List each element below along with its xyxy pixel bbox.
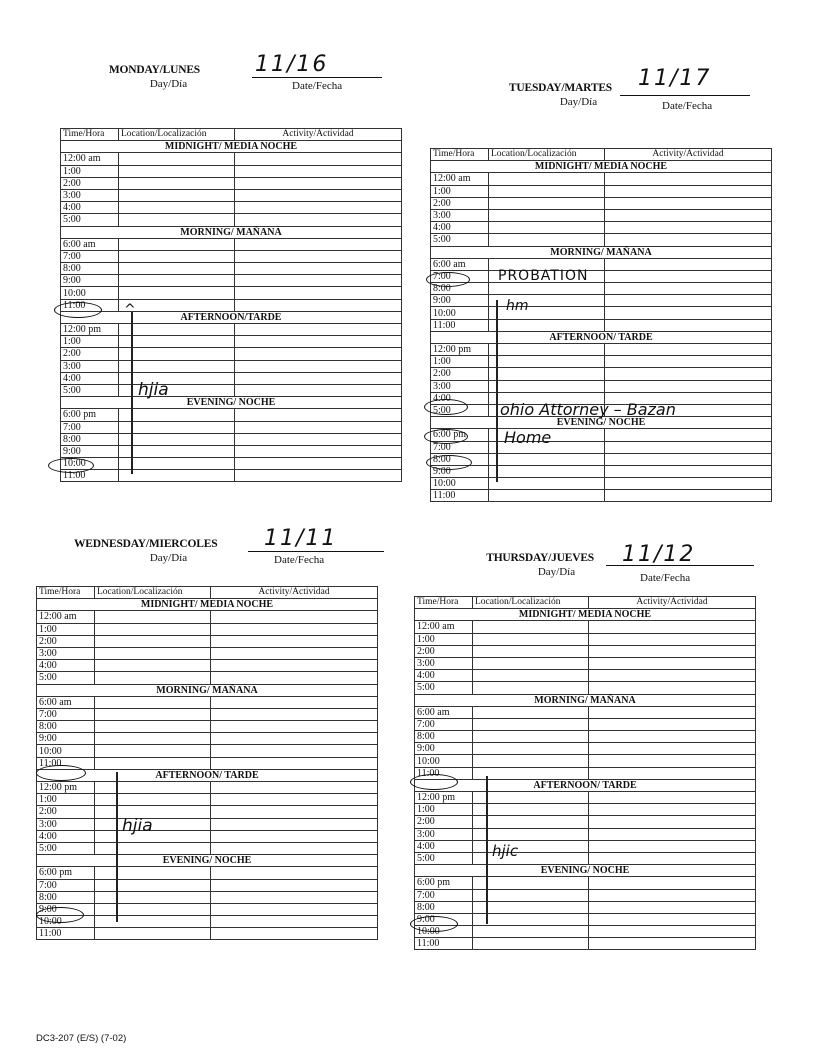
time-cell: 3:00 [431, 380, 489, 392]
time-column-header: Time/Hora [37, 587, 95, 599]
time-cell: 9:00 [37, 733, 95, 745]
form-code: DC3-207 (E/S) (7-02) [36, 1033, 127, 1044]
day-title: MONDAY/LUNES [108, 64, 200, 76]
time-cell: 4:00 [61, 202, 119, 214]
section-morning: MORNING/ MAÑANA [37, 684, 378, 696]
time-cell: 4:00 [431, 222, 489, 234]
time-cell: 9:00 [415, 743, 473, 755]
hand-arrow-line [486, 776, 488, 924]
day-header [430, 66, 772, 126]
time-cell: 7:00 [431, 441, 489, 453]
time-cell: 6:00 am [37, 696, 95, 708]
time-cell: 10:00 [37, 916, 95, 928]
time-cell: 3:00 [61, 189, 119, 201]
day-header [36, 526, 378, 582]
section-evening: EVENING/ NOCHE [37, 855, 378, 867]
handwritten-date: 11/17 [638, 66, 712, 91]
time-cell: 5:00 [61, 214, 119, 226]
handwritten-date: 11/12 [622, 542, 696, 567]
time-cell: 2:00 [37, 635, 95, 647]
hand-circle [410, 774, 458, 790]
time-column-header: Time/Hora [415, 597, 473, 609]
location-column-header: Location/Localización [489, 149, 605, 161]
time-cell: 5:00 [37, 672, 95, 684]
day-label: Day/Día [559, 96, 598, 108]
location-column-header: Location/Localización [119, 129, 235, 141]
time-cell: 3:00 [37, 818, 95, 830]
handwritten-note: hjic [492, 842, 519, 860]
handwritten-date: 11/11 [264, 526, 338, 551]
section-morning: MORNING/ MAÑANA [431, 246, 772, 258]
time-cell: 7:00 [431, 270, 489, 282]
time-column-header: Time/Hora [431, 149, 489, 161]
date-label: Date/Fecha [662, 100, 713, 112]
time-cell: 1:00 [431, 356, 489, 368]
time-cell: 8:00 [431, 453, 489, 465]
time-cell: 7:00 [37, 879, 95, 891]
time-cell: 1:00 [415, 804, 473, 816]
hand-circle [410, 916, 458, 932]
day-label: Day/Día [149, 552, 188, 564]
activity-column-header: Activity/Actividad [211, 587, 378, 599]
time-cell: 4:00 [415, 670, 473, 682]
time-cell: 6:00 pm [431, 429, 489, 441]
time-cell: 12:00 pm [37, 782, 95, 794]
time-cell: 3:00 [37, 647, 95, 659]
time-cell: 2:00 [37, 806, 95, 818]
time-cell: 12:00 pm [61, 324, 119, 336]
time-cell: 11:00 [61, 299, 119, 311]
location-column-header: Location/Localización [95, 587, 211, 599]
day-label: Day/Día [537, 566, 576, 578]
time-cell: 11:00 [431, 319, 489, 331]
hand-circle [48, 458, 94, 473]
time-cell: 6:00 am [431, 258, 489, 270]
activity-column-header: Activity/Actividad [589, 597, 756, 609]
section-evening: EVENING/ NOCHE [431, 417, 772, 429]
time-cell: 8:00 [61, 433, 119, 445]
day-block-monday [60, 52, 402, 482]
time-cell: 3:00 [415, 657, 473, 669]
time-cell: 8:00 [431, 283, 489, 295]
time-cell: 9:00 [37, 903, 95, 915]
hand-circle [36, 907, 84, 923]
time-cell: 10:00 [415, 926, 473, 938]
time-cell: 8:00 [61, 263, 119, 275]
time-cell: 1:00 [37, 794, 95, 806]
time-cell: 12:00 am [37, 611, 95, 623]
time-cell: 1:00 [415, 633, 473, 645]
time-cell: 5:00 [431, 234, 489, 246]
activity-column-header: Activity/Actividad [605, 149, 772, 161]
handwritten-note: hjia [138, 380, 169, 400]
time-cell: 1:00 [37, 623, 95, 635]
hand-arrow-line [496, 300, 498, 482]
schedule-table [414, 596, 756, 950]
time-cell: 12:00 am [431, 173, 489, 185]
time-cell: 8:00 [37, 721, 95, 733]
section-midnight: MIDNIGHT/ MEDIA NOCHE [415, 609, 756, 621]
time-cell: 9:00 [431, 295, 489, 307]
time-cell: 7:00 [37, 708, 95, 720]
time-cell: 10:00 [37, 745, 95, 757]
time-cell: 12:00 pm [415, 792, 473, 804]
schedule-table [60, 128, 402, 482]
time-cell: 10:00 [61, 287, 119, 299]
handwritten-entry: Home [504, 428, 552, 447]
time-cell: 12:00 pm [431, 344, 489, 356]
section-midnight: MIDNIGHT/ MEDIA NOCHE [61, 141, 402, 153]
hand-arrow-line [116, 772, 118, 922]
time-cell: 1:00 [61, 165, 119, 177]
schedule-table [36, 586, 378, 940]
time-cell: 6:00 pm [37, 867, 95, 879]
section-midnight: MIDNIGHT/ MEDIA NOCHE [431, 161, 772, 173]
time-cell: 11:00 [61, 470, 119, 482]
time-cell: 11:00 [37, 928, 95, 940]
day-title: WEDNESDAY/MIERCOLES [74, 538, 218, 550]
handwritten-entry: ohio Attorney – Bazan [500, 400, 676, 419]
time-cell: 7:00 [415, 718, 473, 730]
date-label: Date/Fecha [640, 572, 691, 584]
section-afternoon: AFTERNOON/ TARDE [431, 331, 772, 343]
location-column-header: Location/Localización [473, 597, 589, 609]
day-label: Day/Día [149, 78, 188, 90]
section-evening: EVENING/ NOCHE [415, 865, 756, 877]
time-cell: 11:00 [37, 757, 95, 769]
time-cell: 5:00 [431, 404, 489, 416]
time-cell: 2:00 [415, 645, 473, 657]
time-cell: 1:00 [431, 185, 489, 197]
section-evening: EVENING/ NOCHE [61, 397, 402, 409]
handwritten-entry: PROBATION [498, 268, 589, 284]
time-cell: 9:00 [415, 913, 473, 925]
hand-arrow-line [131, 312, 133, 474]
time-cell: 9:00 [61, 445, 119, 457]
time-cell: 6:00 am [415, 706, 473, 718]
time-cell: 8:00 [37, 891, 95, 903]
time-cell: 4:00 [37, 660, 95, 672]
time-cell: 2:00 [431, 197, 489, 209]
time-cell: 12:00 am [415, 621, 473, 633]
hand-circle [426, 272, 470, 287]
date-line [620, 92, 750, 96]
time-cell: 7:00 [415, 889, 473, 901]
section-afternoon: AFTERNOON/ TARDE [415, 779, 756, 791]
handwritten-entry: hm [506, 298, 529, 314]
section-morning: MORNING/ MAÑANA [61, 226, 402, 238]
time-cell: 7:00 [61, 421, 119, 433]
time-cell: 4:00 [431, 392, 489, 404]
time-cell: 5:00 [415, 682, 473, 694]
time-cell: 11:00 [415, 938, 473, 950]
time-cell: 6:00 pm [415, 877, 473, 889]
time-cell: 10:00 [415, 755, 473, 767]
handwritten-date: 11/16 [255, 52, 329, 77]
time-cell: 10:00 [61, 458, 119, 470]
section-midnight: MIDNIGHT/ MEDIA NOCHE [37, 599, 378, 611]
time-cell: 11:00 [431, 490, 489, 502]
day-header [414, 542, 756, 596]
section-afternoon: AFTERNOON/ TARDE [37, 769, 378, 781]
schedule-table [430, 148, 772, 502]
date-label: Date/Fecha [292, 80, 343, 92]
time-cell: 4:00 [415, 840, 473, 852]
time-cell: 10:00 [431, 307, 489, 319]
time-cell: 10:00 [431, 478, 489, 490]
activity-column-header: Activity/Actividad [235, 129, 402, 141]
handwritten-note: hjia [122, 816, 153, 836]
time-cell: 3:00 [431, 209, 489, 221]
time-cell: 3:00 [415, 828, 473, 840]
hand-circle [424, 429, 468, 444]
time-cell: 6:00 pm [61, 409, 119, 421]
time-cell: 9:00 [431, 465, 489, 477]
time-cell: 8:00 [415, 731, 473, 743]
section-afternoon: AFTERNOON/TARDE [61, 311, 402, 323]
time-cell: 4:00 [37, 830, 95, 842]
time-cell: 2:00 [61, 348, 119, 360]
day-header [60, 52, 402, 108]
hand-arrow-head: ^ [124, 302, 136, 318]
hand-circle [424, 399, 468, 415]
time-cell: 8:00 [415, 901, 473, 913]
time-cell: 2:00 [415, 816, 473, 828]
time-cell: 5:00 [61, 384, 119, 396]
date-label: Date/Fecha [274, 554, 325, 566]
time-cell: 3:00 [61, 360, 119, 372]
time-cell: 6:00 am [61, 238, 119, 250]
hand-circle [36, 765, 86, 781]
time-cell: 9:00 [61, 275, 119, 287]
hand-circle [54, 302, 102, 318]
time-cell: 5:00 [415, 852, 473, 864]
time-cell: 5:00 [37, 842, 95, 854]
time-column-header: Time/Hora [61, 129, 119, 141]
day-title: TUESDAY/MARTES [508, 82, 612, 94]
day-block-thursday [414, 542, 756, 950]
time-cell: 2:00 [431, 368, 489, 380]
section-morning: MORNING/ MAÑANA [415, 694, 756, 706]
time-cell: 7:00 [61, 250, 119, 262]
time-cell: 12:00 am [61, 153, 119, 165]
time-cell: 1:00 [61, 336, 119, 348]
day-block-tuesday [430, 66, 772, 502]
hand-circle [426, 455, 472, 470]
time-cell: 4:00 [61, 372, 119, 384]
time-cell: 11:00 [415, 767, 473, 779]
day-title: THURSDAY/JUEVES [486, 552, 594, 564]
day-block-wednesday [36, 526, 378, 940]
time-cell: 2:00 [61, 177, 119, 189]
